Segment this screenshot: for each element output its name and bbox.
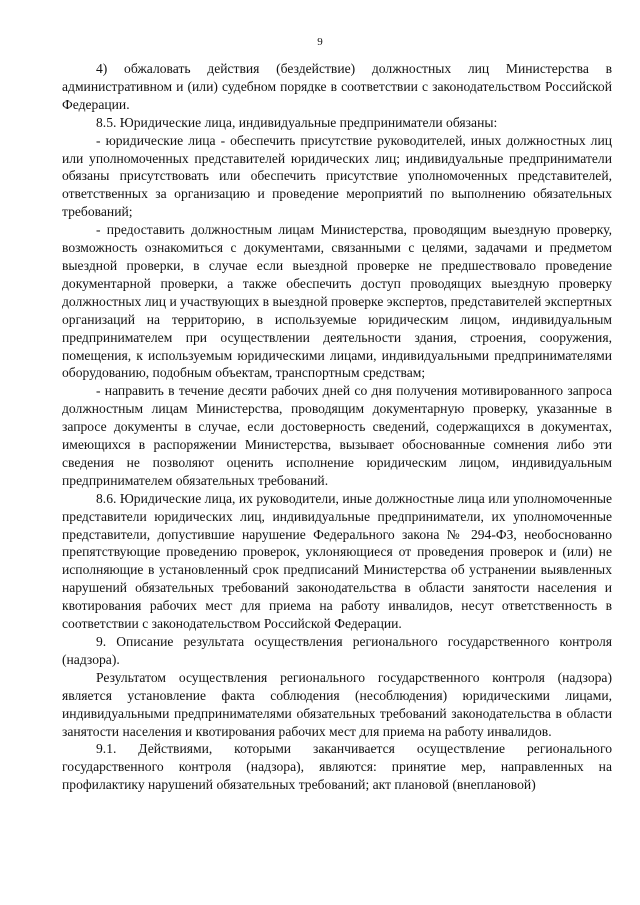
paragraph-9-1-actions: 9.1. Действиями, которыми заканчивается осуществление регионального государственного контроля (надзора), являются: принятие мер, направленных на профилактику нарушений обязательных требований; акт плановой (внеплановой) — [62, 741, 612, 793]
document-body — [62, 60, 612, 794]
paragraph-provide-access: - предоставить должностным лицам Министерства, проводящим выездную проверку, возможность ознакомиться с документами, связанными с целями, задачами и предметом выездной проверки, в случае если выездной проверке не предшествовало проведение документарной проверки, а также обеспечить доступ проводящих выездную проверку должностных лиц и участвующих в выездной проверке экспертов, представителей экспертных организаций на территорию, в используемые юридическим лицом, индивидуальным предпринимателем при осуществлении деятельности здания, строения, сооружения, помещения, к используемым юридическими лицами, индивидуальными предпринимателями оборудованию, подобным объектам, транспортным средствам; — [62, 222, 612, 381]
paragraph-result-description: Результатом осуществления регионального государственного контроля (надзора) является установление факта соблюдения (несоблюдения) юридическими лицами, индивидуальными предпринимателями обязательных требований законодательства в области занятости населения и квотирования рабочих мест для приема на работу инвалидов. — [62, 669, 612, 739]
paragraph-ensure-presence: - юридические лица - обеспечить присутствие руководителей, иных должностных лиц или уполномоченных представителей юридических лиц; индивидуальные предприниматели обязаны присутствовать или обеспечить присутствие уполномоченных представителей, ответственных за организацию и проведение мероприятий по выполнению обязательных требований; — [62, 132, 612, 220]
paragraph-appeal-right: 4) обжаловать действия (бездействие) должностных лиц Министерства в административном и (или) судебном порядке в соответствии с законодательством Российской Федерации. — [62, 61, 612, 112]
paragraph-8-5-heading: 8.5. Юридические лица, индивидуальные предприниматели обязаны: — [96, 114, 498, 130]
paragraph-9-heading: 9. Описание результата осуществления регионального государственного контроля (надзора). — [62, 634, 612, 667]
paragraph-send-documents: - направить в течение десяти рабочих дней со дня получения мотивированного запроса должностным лицам Министерства, проводящим документарную проверку, указанные в запросе документы в случае, если достоверность сведений, содержащихся в документах, имеющихся в распоряжении Министерства, вызывает обоснованные сомнения либо эти сведения не позволяют оценить исполнение юридическим лицом, индивидуальным предпринимателем обязательных требований. — [62, 383, 612, 488]
paragraph-8-6-liability: 8.6. Юридические лица, их руководители, иные должностные лица или уполномоченные представители юридических лиц, индивидуальные предприниматели, их уполномоченные представители, допустившие нарушение Федерального закона № 294-ФЗ, необоснованно препятствующие проведению проверок, уклоняющиеся от проведения проверок и (или) не исполняющие в установленный срок предписаний Министерства об устранении выявленных нарушений обязательных требований законодательства в области занятости населения и квотирования рабочих мест для приема на работу инвалидов, несут ответственность в соответствии с законодательством Российской Федерации. — [62, 490, 612, 632]
page-number: 9 — [317, 36, 323, 48]
